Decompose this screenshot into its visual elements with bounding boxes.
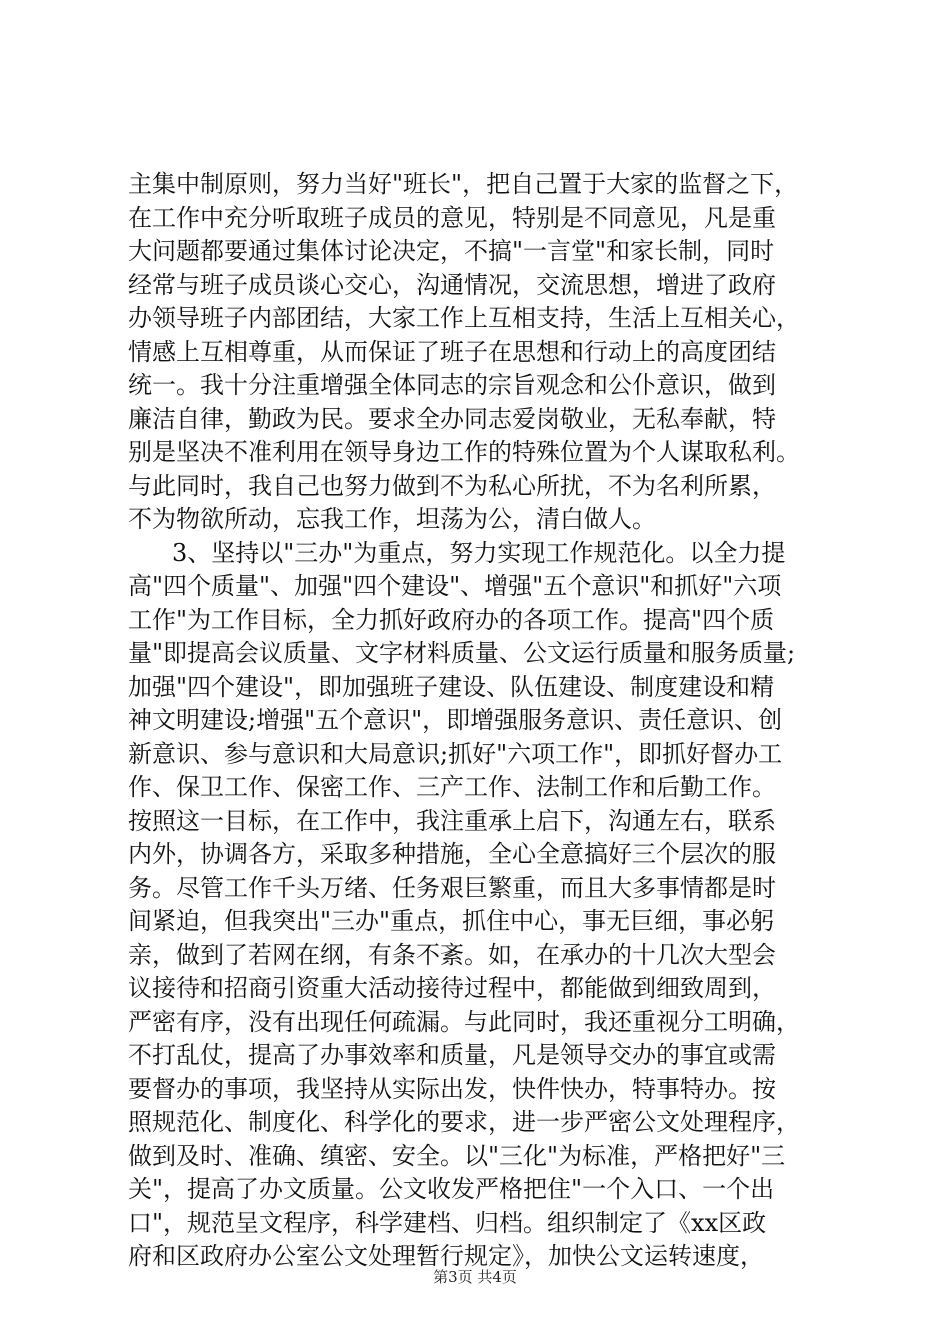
text-line: 议接待和招商引资重大活动接待过程中，都能做到细致周到， [128,974,776,1002]
text-line: 量"即提高会议质量、文字材料质量、公文运行质量和服务质量; [128,639,796,667]
page-number-label: 第3页 共4页 [433,1268,517,1286]
text-line: 要督办的事项，我坚持从实际出发，快件快办，特事特办。按 [128,1074,776,1103]
text-line: 统一。我十分注重增强全体同志的宗旨观念和公仆意识，做到 [128,371,776,399]
text-line: 按照这一目标，在工作中，我注重承上启下，沟通左右，联系 [128,806,776,835]
text-line: 主集中制原则，努力当好"班长"，把自己置于大家的监督之下， [128,170,799,198]
text-line: 情感上互相尊重，从而保证了班子在思想和行动上的高度团结 [128,337,776,366]
body-text [128,168,828,1274]
text-line: 不打乱仗，提高了办事效率和质量，凡是领导交办的事宜或需 [128,1041,776,1069]
text-line: 别是坚决不准利用在领导身边工作的特殊位置为个人谋取私利。 [128,438,800,466]
text-line: 口"，规范呈文程序，科学建档、归档。组织制定了《xx区政 [128,1208,767,1237]
text-line: 高"四个质量"、加强"四个建设"、增强"五个意识"和抓好"六项 [128,572,782,600]
page-footer [0,1266,950,1287]
text-line: 做到及时、准确、缜密、安全。以"三化"为标准，严格把好"三 [128,1141,786,1170]
text-line: 大问题都要通过集体讨论决定，不搞"一言堂"和家长制，同时 [128,237,775,265]
text-line: 在工作中充分听取班子成员的意见，特别是不同意见，凡是重 [128,203,776,232]
text-line: 新意识、参与意识和大局意识;抓好"六项工作"，即抓好督办工 [128,739,783,768]
text-line: 不为物欲所动，忘我工作，坦荡为公，清白做人。 [128,505,656,533]
text-line: 严密有序，没有出现任何疏漏。与此同时，我还重视分工明确， [128,1007,800,1036]
text-line: 府和区政府办公室公文处理暂行规定》，加快公文运转速度， [128,1242,764,1270]
text-line: 经常与班子成员谈心交心，沟通情况，交流思想，增进了政府 [128,270,776,299]
text-line: 廉洁自律，勤政为民。要求全办同志爱岗敬业，无私奉献，特 [128,404,776,433]
text-line: 神文明建设;增强"五个意识"，即增强服务意识、责任意识、创 [128,706,783,734]
text-line: 作、保卫工作、保密工作、三产工作、法制工作和后勤工作。 [128,773,776,801]
text-line: 加强"四个建设"，即加强班子建设、队伍建设、制度建设和精 [128,672,775,701]
text-line: 间紧迫，但我突出"三办"重点，抓住中心，事无巨细，事必躬 [128,907,775,935]
text-line: 与此同时，我自己也努力做到不为私心所扰，不为名利所累， [128,471,776,500]
text-line: 工作"为工作目标，全力抓好政府办的各项工作。提高"四个质 [128,605,775,634]
text-line: 内外，协调各方，采取多种措施，全心全意搞好三个层次的服 [128,840,776,868]
paragraph-start-line: 3、坚持以"三办"为重点，努力实现工作规范化。以全力提 [172,538,786,567]
text-line: 照规范化、制度化、科学化的要求，进一步严密公文处理程序， [128,1108,800,1136]
text-line: 关"，提高了办文质量。公文收发严格把住"一个入口、一个出 [128,1175,775,1203]
text-line: 务。尽管工作千头万绪、任务艰巨繁重，而且大多事情都是时 [128,873,776,902]
text-line: 办领导班子内部团结，大家工作上互相支持，生活上互相关心， [128,304,800,332]
text-line: 亲，做到了若网在纲，有条不紊。如，在承办的十几次大型会 [128,940,776,969]
